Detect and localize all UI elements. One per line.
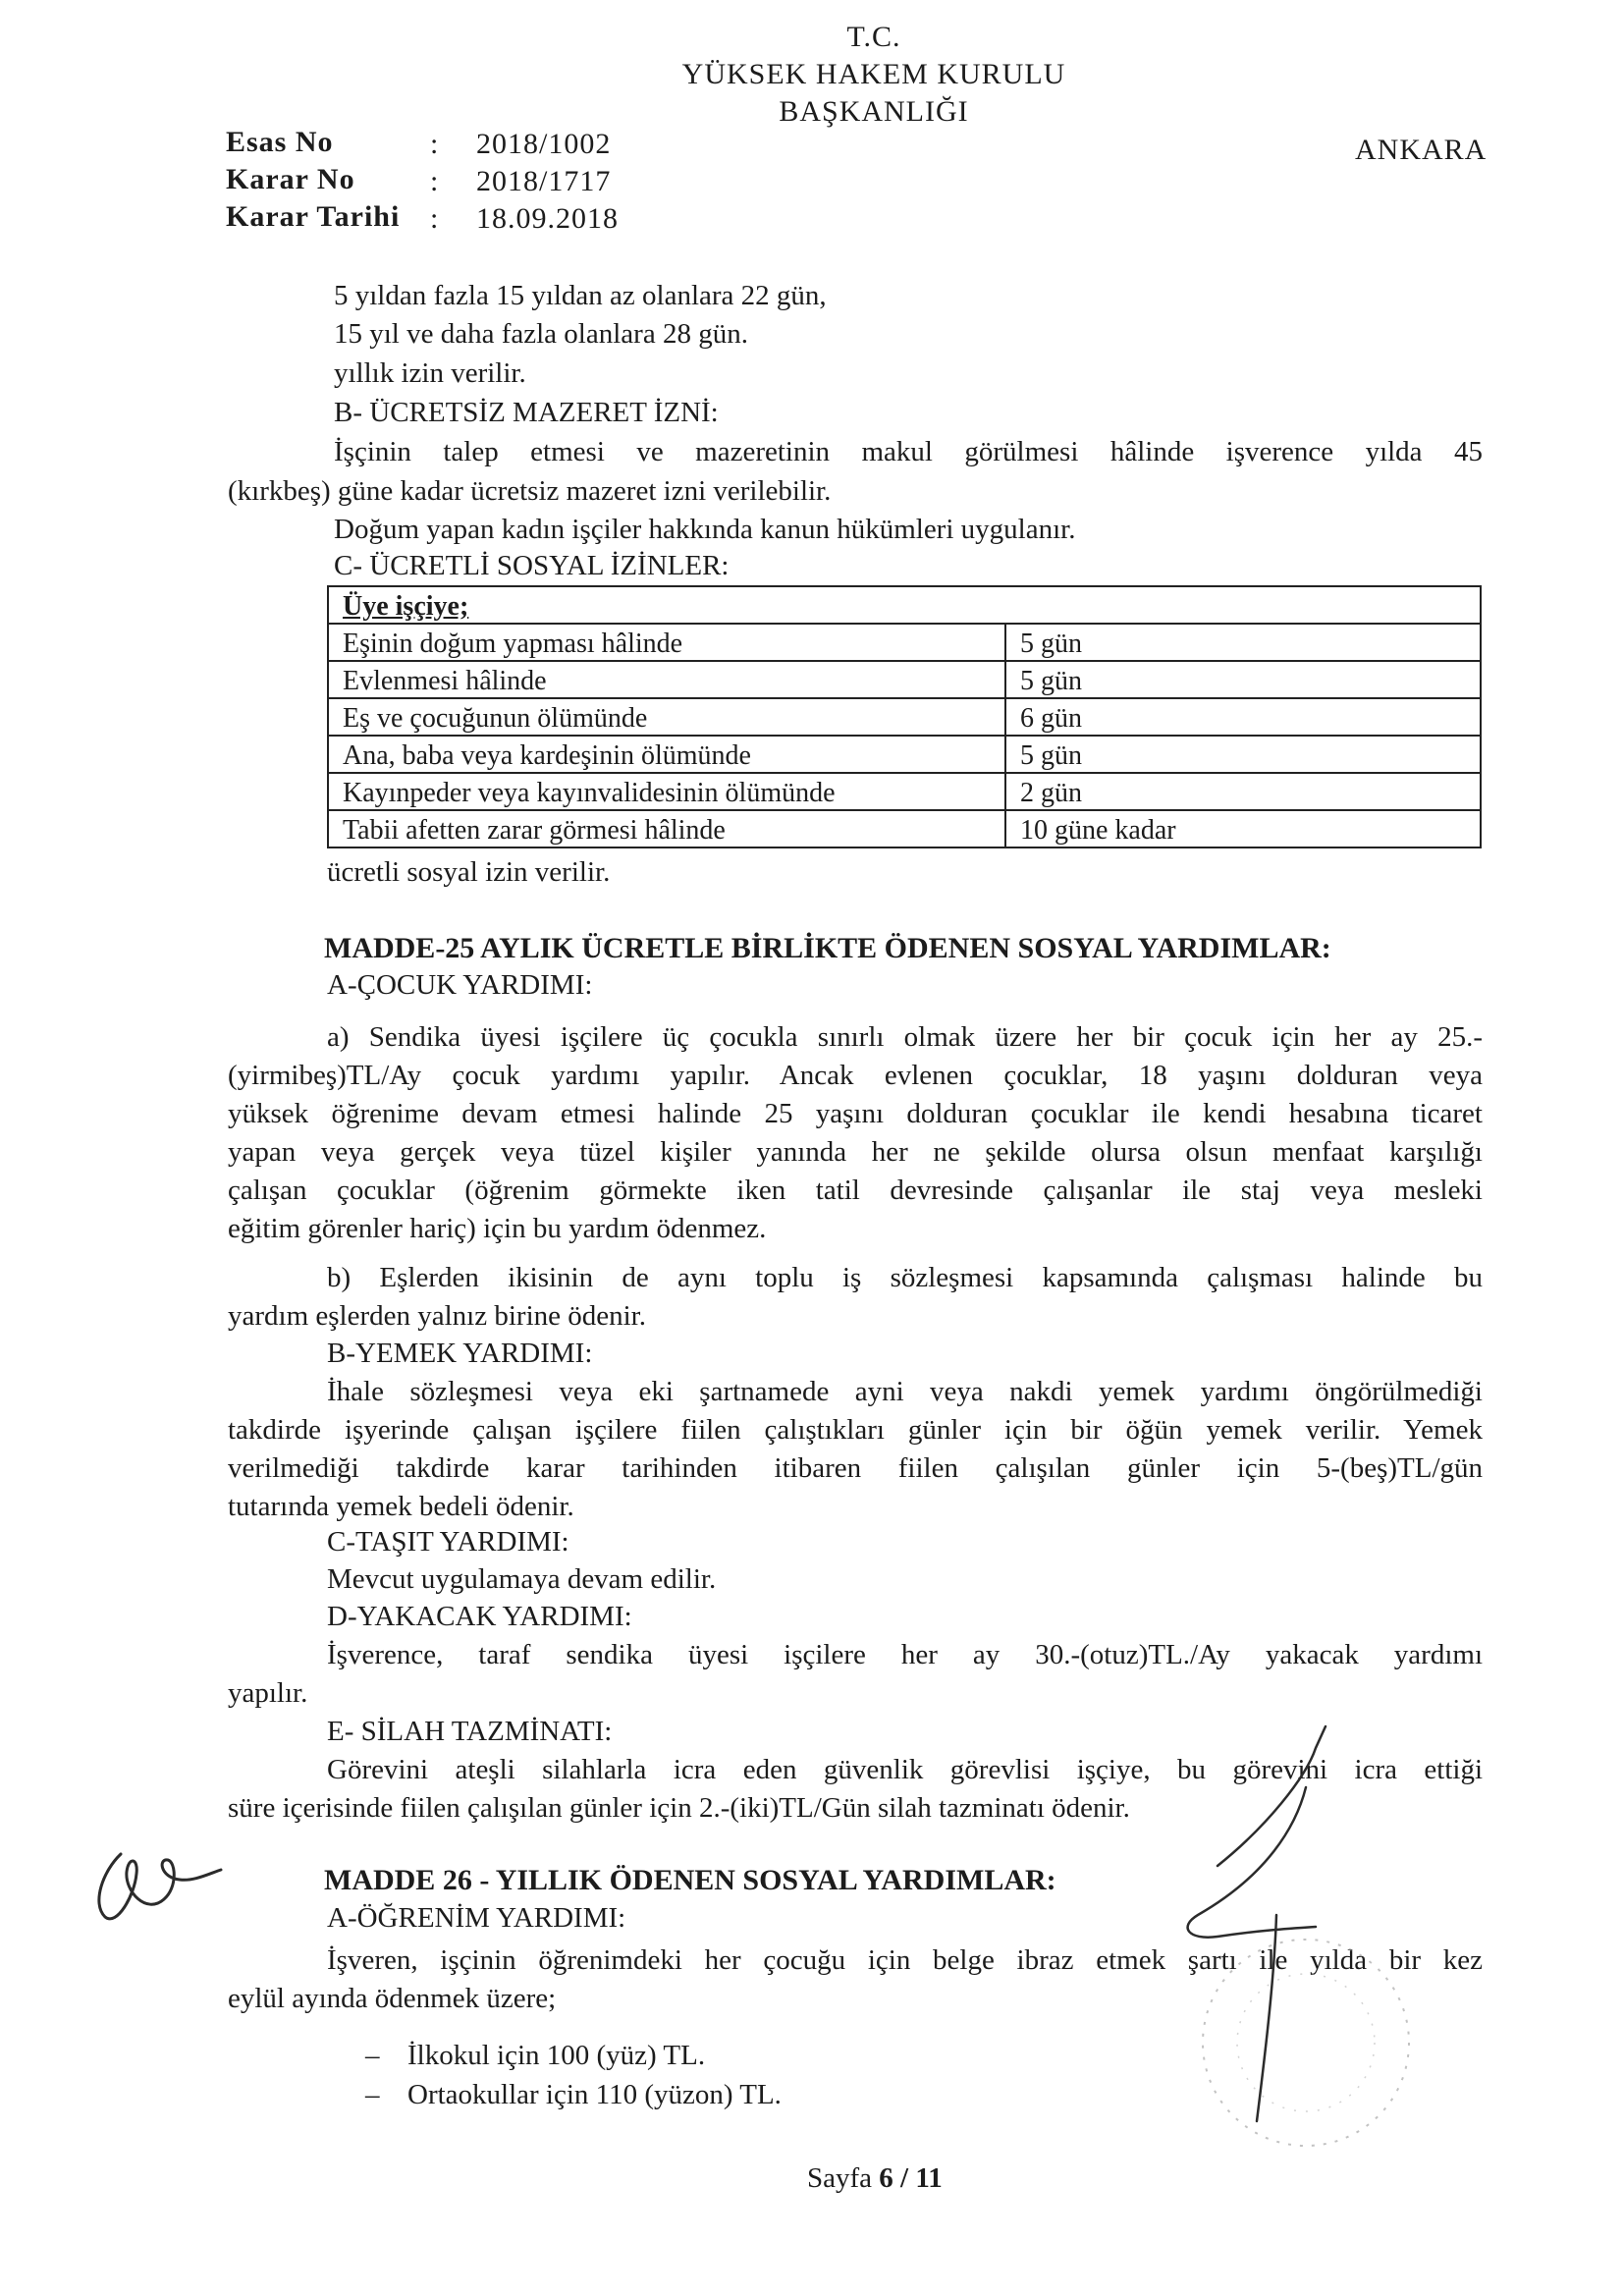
sosyal-izin-heading: C- ÜCRETLİ SOSYAL İZİNLER: [334, 550, 730, 581]
madde26-a-line-2: eylül ayında ödenmek üzere; [228, 1983, 557, 2014]
madde25-a-line-4: yapan veya gerçek veya tüzel kişiler yanında her ne şekilde olursa olsun menfaat karşılığı [228, 1136, 1483, 1168]
madde26-title: MADDE 26 - YILLIK ÖDENEN SOSYAL YARDIMLAR: [324, 1864, 1056, 1896]
table-cell-value: 6 gün [1005, 698, 1481, 736]
tasit-line: Mevcut uygulamaya devam edilir. [327, 1563, 717, 1595]
handwritten-initials [83, 1827, 231, 1935]
esas-colon: : [430, 128, 439, 160]
madde25-a-line-5: çalışan çocuklar (öğrenim görmekte iken tatil devresinde çalışanlar ile staj veya mesleki [228, 1175, 1483, 1206]
sosyal-izin-footer: ücretli sosyal izin verilir. [327, 856, 611, 888]
silah-heading: E- SİLAH TAZMİNATI: [327, 1716, 613, 1747]
madde25-title: MADDE-25 AYLIK ÜCRETLE BİRLİKTE ÖDENEN SOSYAL YARDIMLAR: [324, 932, 1331, 964]
esas-value: 2018/1002 [476, 128, 612, 160]
table-row [328, 810, 1481, 847]
yakacak-line-1: İşverence, taraf sendika üyesi işçilere her ay 30.-(otuz)TL./Ay yakacak yardımı [327, 1639, 1483, 1670]
izin-line-2: 15 yıl ve daha fazla olanlara 28 gün. [334, 318, 748, 350]
table-cell-value: 2 gün [1005, 773, 1481, 810]
madde25-b-line-1: b) Eşlerden ikisinin de aynı toplu iş sözleşmesi kapsamında çalışması halinde bu [327, 1262, 1483, 1293]
yemek-line-2: takdirde işyerinde çalışan işçilere fiilen çalıştıkları günler için bir öğün yemek verilir. Yemek [228, 1414, 1483, 1446]
tarih-label: Karar Tarihi [226, 200, 401, 233]
yakacak-line-2: yapılır. [228, 1677, 308, 1709]
table-header-row [328, 586, 1481, 624]
sosyal-izin-table [327, 585, 1482, 848]
esas-label: Esas No [226, 126, 334, 158]
table-cell-value: 5 gün [1005, 736, 1481, 773]
table-row [328, 736, 1481, 773]
header-institution: YÜKSEK HAKEM KURULU [681, 58, 1066, 90]
madde25-a-line-6: eğitim görenler hariç) için bu yardım ödenmez. [228, 1213, 767, 1244]
bullet-mark: – [365, 2040, 380, 2071]
ucretsiz-p2: Doğum yapan kadın işçiler hakkında kanun hükümleri uygulanır. [334, 514, 1076, 545]
table-cell-label: Tabii afetten zarar görmesi hâlinde [328, 810, 1005, 847]
karar-value: 2018/1717 [476, 165, 612, 197]
karar-label: Karar No [226, 163, 355, 195]
table-cell-value: 5 gün [1005, 624, 1481, 661]
yemek-line-4: tutarında yemek bedeli ödenir. [228, 1491, 574, 1522]
tarih-value: 18.09.2018 [476, 202, 619, 235]
silah-line-2: süre içerisinde fiilen çalışılan günler için 2.-(iki)TL/Gün silah tazminatı ödenir. [228, 1792, 1130, 1824]
madde26-a-heading: A-ÖĞRENİM YARDIMI: [327, 1902, 626, 1934]
bullet-item: Ortaokullar için 110 (yüzon) TL. [407, 2079, 782, 2110]
izin-line-1: 5 yıldan fazla 15 yıldan az olanlara 22 gün, [334, 280, 827, 311]
ucretsiz-heading: B- ÜCRETSİZ MAZERET İZNİ: [334, 397, 719, 428]
header-city: ANKARA [1355, 134, 1488, 166]
madde25-a-line-2: (yirmibeş)TL/Ay çocuk yardımı yapılır. Ancak evlenen çocuklar, 18 yaşını dolduran veya [228, 1060, 1483, 1091]
madde25-a-line-3: yüksek öğrenime devam etmesi halinde 25 yaşını dolduran çocuklar ile kendi hesabına ticaret [228, 1098, 1483, 1129]
table-row [328, 661, 1481, 698]
yemek-line-3: verilmediği takdirde karar tarihinden itibaren fiilen çalışılan günler için 5-(beş)TL/gün [228, 1452, 1483, 1484]
table-cell-label: Eşinin doğum yapması hâlinde [328, 624, 1005, 661]
ucretsiz-p1-line2: (kırkbeş) güne kadar ücretsiz mazeret izni verilebilir. [228, 475, 832, 507]
header-presidency: BAŞKANLIĞI [779, 95, 969, 128]
table-cell-label: Eş ve çocuğunun ölümünde [328, 698, 1005, 736]
table-cell-value: 5 gün [1005, 661, 1481, 698]
table-cell-label: Evlenmesi hâlinde [328, 661, 1005, 698]
page-num: 6 / 11 [879, 2162, 943, 2194]
madde25-a-heading: A-ÇOCUK YARDIMI: [327, 969, 593, 1001]
bullet-mark: – [365, 2079, 380, 2110]
table-cell-value: 10 güne kadar [1005, 810, 1481, 847]
table-row [328, 773, 1481, 810]
yakacak-heading: D-YAKACAK YARDIMI: [327, 1601, 632, 1632]
tasit-heading: C-TAŞIT YARDIMI: [327, 1526, 569, 1558]
madde25-a-line-1: a) Sendika üyesi işçilere üç çocukla sınırlı olmak üzere her bir çocuk için her ay 25.- [327, 1021, 1483, 1053]
header-tc: T.C. [846, 21, 901, 53]
table-row [328, 698, 1481, 736]
page-number [807, 2160, 943, 2196]
ucretsiz-p1-line1: İşçinin talep etmesi ve mazeretinin makul görülmesi hâlinde işverence yılda 45 [334, 436, 1483, 467]
izin-line-3: yıllık izin verilir. [334, 357, 526, 389]
table-row [328, 624, 1481, 661]
karar-colon: : [430, 165, 439, 197]
tarih-colon: : [430, 202, 439, 235]
table-header: Üye işçiye; [328, 586, 1481, 624]
madde25-b-line-2: yardım eşlerden yalnız birine ödenir. [228, 1300, 646, 1332]
stamp-mark [1178, 1925, 1434, 2160]
page-prefix: Sayfa [807, 2162, 880, 2194]
yemek-heading: B-YEMEK YARDIMI: [327, 1338, 593, 1369]
madde26-a-line-1: İşveren, işçinin öğrenimdeki her çocuğu için belge ibraz etmek şartı ile yılda bir kez [327, 1944, 1483, 1976]
bullet-item: İlkokul için 100 (yüz) TL. [407, 2040, 706, 2071]
table-cell-label: Ana, baba veya kardeşinin ölümünde [328, 736, 1005, 773]
yemek-line-1: İhale sözleşmesi veya eki şartnamede ayni veya nakdi yemek yardımı öngörülmediği [327, 1376, 1483, 1407]
table-cell-label: Kayınpeder veya kayınvalidesinin ölümünde [328, 773, 1005, 810]
silah-line-1: Görevini ateşli silahlarla icra eden güvenlik görevlisi işçiye, bu görevini icra ettiği [327, 1754, 1483, 1785]
